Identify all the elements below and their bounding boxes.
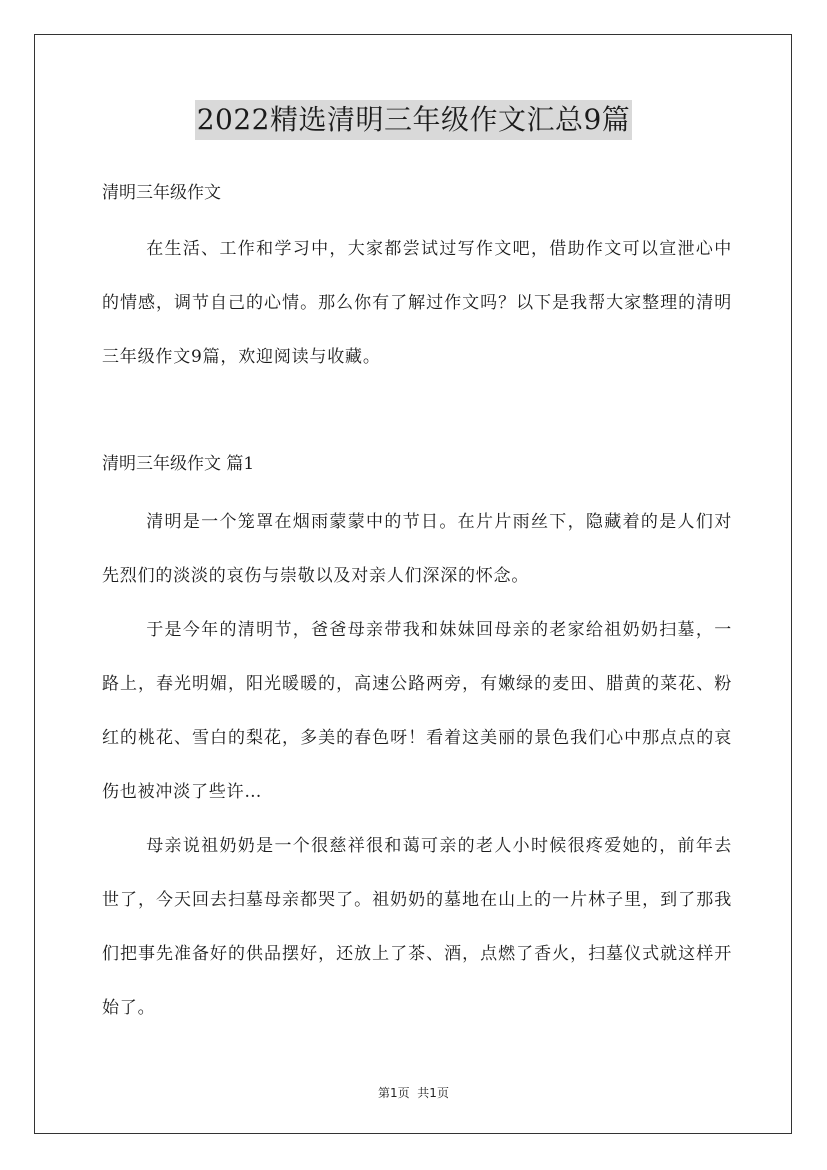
body-paragraph-1: 清明是一个笼罩在烟雨蒙蒙中的节日。在片片雨丝下，隐藏着的是人们对先烈们的淡淡的哀伤与崇敬以及对亲人们深深的怀念。 <box>102 512 732 586</box>
intro-paragraph: 在生活、工作和学习中，大家都尝试过写作文吧，借助作文可以宣泄心中的情感，调节自己的心情。那么你有了解过作文吗？以下是我帮大家整理的清明三年级作文9篇，欢迎阅读与收藏。 <box>102 239 732 367</box>
body-paragraph-3: 母亲说祖奶奶是一个很慈祥很和蔼可亲的老人小时候很疼爱她的，前年去世了，今天回去扫墓母亲都哭了。祖奶奶的墓地在山上的一片林子里，到了那我们把事先准备好的供品摆好，还放上了茶、酒，点燃了香火，扫墓仪式就这样开始了。 <box>102 836 732 1018</box>
title-container <box>0 100 827 140</box>
document-body <box>102 175 732 1035</box>
section-heading: 清明三年级作文 篇1 <box>102 454 255 474</box>
page-number: 第1页 共1页 <box>378 1086 449 1100</box>
body-paragraph-2: 于是今年的清明节，爸爸母亲带我和妹妹回母亲的老家给祖奶奶扫墓，一路上，春光明媚，阳光暖暖的，高速公路两旁，有嫩绿的麦田、腊黄的菜花、粉红的桃花、雪白的梨花，多美的春色呀！看着这美丽的景色我们心中那点点的哀伤也被冲淡了些许… <box>102 620 732 802</box>
intro-heading: 清明三年级作文 <box>102 183 221 203</box>
page-footer <box>0 1084 827 1101</box>
document-title: 2022精选清明三年级作文汇总9篇 <box>195 100 633 140</box>
